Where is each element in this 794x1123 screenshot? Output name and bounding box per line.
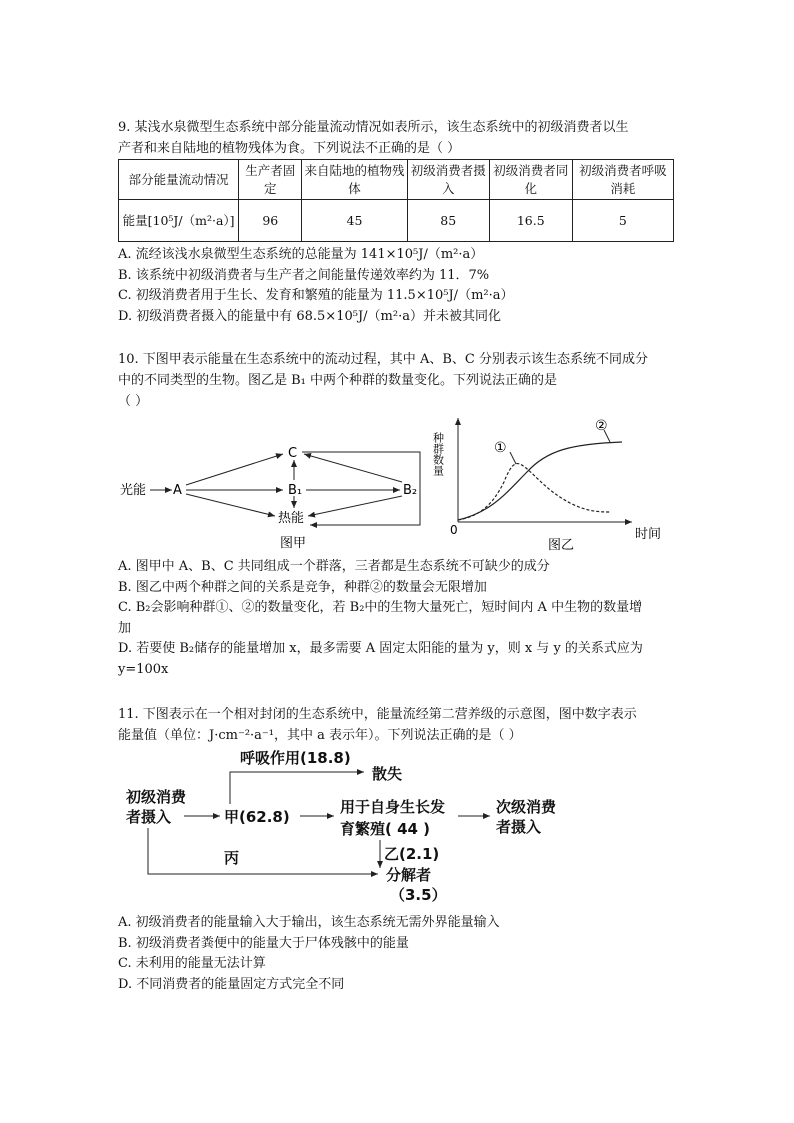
q9-energy-table — [118, 159, 674, 242]
q10-option-d-line2: y=100x — [118, 661, 169, 677]
jia-node: 甲(62.8) — [224, 808, 290, 826]
question-9 — [118, 117, 678, 159]
arrow-b2-to-heat — [308, 496, 402, 516]
figure-energy-flow — [118, 746, 588, 906]
origin-label: 0 — [450, 523, 458, 537]
table-header-cell: 来自陆地的植物残体 — [302, 160, 407, 200]
curve-1-pointer — [510, 452, 516, 464]
curve-1-label: ① — [494, 440, 507, 456]
decomposer-label-line2: （3.5） — [390, 886, 447, 904]
table-header-cell: 初级消费者摄入 — [407, 160, 489, 200]
node-c: C — [288, 446, 298, 461]
curve-2-solid — [458, 442, 622, 520]
q9-stem-line2: 产者和来自陆地的植物残体为食。下列说法不正确的是（ ） — [118, 141, 461, 156]
table-header-row — [119, 160, 674, 200]
loss-label: 散失 — [372, 765, 403, 783]
q10-option-b: B. 图乙中两个种群之间的关系是竞争，种群②的数量会无限增加 — [118, 579, 487, 595]
decomposer-label-line1: 分解者 — [386, 866, 432, 884]
next-consumer-line1: 次级消费 — [496, 798, 557, 816]
y-axis-label: 种群数量 — [432, 432, 445, 476]
arrow-a-to-heat — [186, 494, 275, 516]
intake-label-line1: 初级消费 — [126, 788, 187, 806]
table-cell: 96 — [239, 200, 302, 242]
q10-stem-line1: 10. 下图甲表示能量在生态系统中的流动过程，其中 A、B、C 分别表示该生态系统不同成分 — [118, 352, 648, 367]
question-10 — [118, 349, 678, 412]
yi-label: 乙(2.1) — [384, 845, 440, 863]
table-row-label: 能量[10⁵J/（m²·a）] — [119, 200, 239, 242]
q11-stem-line1: 11. 下图表示在一个相对封闭的生态系统中，能量流经第二营养级的示意图，图中数字表示 — [118, 707, 637, 722]
q11-stem-line2: 能量值（单位：J·cm⁻²·a⁻¹，其中 a 表示年）。下列说法正确的是（ ） — [118, 728, 522, 743]
table-row — [119, 200, 674, 242]
growth-label-line1: 用于自身生长发 — [340, 798, 446, 816]
node-b2: B₂ — [403, 483, 418, 498]
respiration-label: 呼吸作用(18.8) — [240, 749, 351, 767]
q10-stem-line3: （ ） — [118, 394, 149, 409]
table-cell: 85 — [407, 200, 489, 242]
table-header-cell: 初级消费者同化 — [489, 160, 572, 200]
x-axis-label: 时间 — [635, 527, 662, 542]
q11-option-c: C. 未利用的能量无法计算 — [118, 956, 266, 971]
q10-options — [118, 557, 678, 680]
node-a: A — [173, 483, 182, 498]
q10-option-a: A. 图甲中 A、B、C 共同组成一个群落，三者都是生态系统不可缺少的成分 — [118, 559, 550, 574]
light-energy-label: 光能 — [120, 483, 147, 498]
table-header-cell: 生产者固定 — [239, 160, 302, 200]
bing-label: 丙 — [224, 849, 240, 867]
q11-option-b: B. 初级消费者粪便中的能量大于尸体残骸中的能量 — [118, 935, 409, 951]
fig-yi-caption: 图乙 — [548, 538, 575, 552]
figure-yi — [432, 412, 678, 552]
arrow-a-to-c — [186, 454, 283, 485]
curve-2-label: ② — [595, 418, 608, 434]
table-header-cell: 初级消费者呼吸消耗 — [572, 160, 673, 200]
table-cell: 45 — [302, 200, 407, 242]
next-consumer-line2: 者摄入 — [496, 818, 542, 836]
heat-label: 热能 — [278, 511, 305, 526]
q10-option-c-line1: C. B₂会影响种群①、②的数量变化，若 B₂中的生物大量死亡，短时间内 A 中生物的数量增 — [118, 600, 643, 615]
arrow-b2-to-c — [304, 454, 402, 482]
figure-jia — [118, 430, 438, 555]
table-cell: 5 — [572, 200, 673, 242]
table-cell: 16.5 — [489, 200, 572, 242]
q10-option-d-line1: D. 若要使 B₂储存的能量增加 x，最多需要 A 固定太阳能的量为 y，则 x 与 y 的关系式应为 — [118, 641, 643, 656]
q11-option-d: D. 不同消费者的能量固定方式完全不同 — [118, 976, 345, 992]
q11-option-a: A. 初级消费者的能量输入大于输出，该生态系统无需外界能量输入 — [118, 915, 500, 930]
q9-stem-line1: 9. 某浅水泉微型生态系统中部分能量流动情况如表所示，该生态系统中的初级消费者以生 — [118, 120, 629, 135]
fig-jia-caption: 图甲 — [280, 536, 307, 551]
q10-stem-line2: 中的不同类型的生物。图乙是 B₁ 中两个种群的数量变化。下列说法正确的是 — [118, 373, 558, 388]
q9-options — [118, 245, 678, 327]
q9-option-c: C. 初级消费者用于生长、发育和繁殖的能量为 11.5×10⁵J/（m²·a） — [118, 288, 514, 303]
intake-label-line2: 者摄入 — [126, 808, 172, 826]
q9-option-b: B. 该系统中初级消费者与生产者之间能量传递效率约为 11．7% — [118, 267, 490, 283]
table-header-cell: 部分能量流动情况 — [119, 160, 239, 200]
q10-option-c-line2: 加 — [118, 620, 132, 636]
q9-option-a: A. 流经该浅水泉微型生态系统的总能量为 141×10⁵J/（m²·a） — [118, 247, 484, 262]
node-b1: B₁ — [288, 483, 303, 498]
q9-option-d: D. 初级消费者摄入的能量中有 68.5×10⁵J/（m²·a）并未被其同化 — [118, 308, 501, 324]
q11-options — [118, 913, 678, 995]
growth-label-line2: 育繁殖( 44 ) — [340, 820, 431, 838]
question-11 — [118, 704, 678, 746]
